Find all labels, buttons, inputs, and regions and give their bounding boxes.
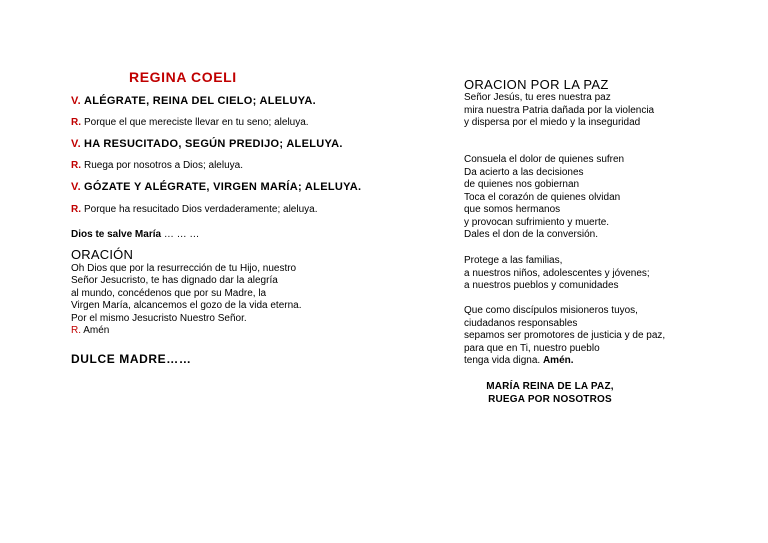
response-2 [71,160,243,171]
dios-te-salve-line [71,229,199,240]
regina-coeli-title: REGINA COELI [129,69,237,85]
versicle-text: GÓZATE Y ALÉGRATE, VIRGEN MARÍA; ALELUYA. [83,181,362,193]
paragraph-1 [464,92,654,130]
paragraph-line: mira nuestra Patria dañada por la violencia [464,104,655,116]
paragraph-3 [464,255,650,293]
paragraph-line: Señor Jesús, tu eres nuestra paz [464,92,611,103]
paragraph-line: Da acierto a las decisiones [464,166,584,178]
closing-line-1: MARÍA REINA DE LA PAZ, [486,381,614,392]
response-mark: R. [71,160,81,171]
versicle-mark: V. [71,95,81,107]
paragraph-line: que somos hermanos [464,204,561,215]
paragraph-line: Consuela el dolor de quienes sufren [464,154,625,165]
response-text: Ruega por nosotros a Dios; aleluya. [84,160,243,171]
dulce-madre-heading: DULCE MADRE…… [71,352,192,366]
paragraph-line: Que como discípulos misioneros tuyos, [464,305,638,316]
oracion-line: al mundo, concédenos que por su Madre, la [71,287,267,299]
response-mark: R. [71,204,81,215]
paragraph-line: Dales el don de la conversión. [464,229,598,240]
paragraph-line [464,355,665,368]
oracion-heading: ORACIÓN [71,247,134,262]
oracion-por-la-paz-title: ORACION POR LA PAZ [464,77,609,92]
versicle-2 [71,138,343,150]
versicle-mark: V. [71,138,81,150]
paragraph-2 [464,154,624,242]
closing-line-2: RUEGA POR NOSOTROS [488,394,612,405]
paragraph-line: y provocan sufrimiento y muerte. [464,216,610,228]
paragraph-line: y dispersa por el miedo y la inseguridad [464,117,641,128]
paragraph-line: a nuestros pueblos y comunidades [464,280,619,291]
response-mark: R. [71,117,81,128]
oracion-line: Oh Dios que por la resurrección de tu Hijo, nuestro [71,263,297,274]
oracion-line: Por el mismo Jesucristo Nuestro Señor. [71,312,247,324]
paragraph-line: de quienes nos gobiernan [464,179,580,190]
last-line-text: tenga vida digna. [464,355,543,366]
amen-bold: Amén. [542,355,574,366]
response-text: Porque ha resucitado Dios verdaderamente; aleluya. [84,204,318,215]
paragraph-4 [464,305,665,368]
versicle-1 [71,95,316,107]
oracion-line: Señor Jesucristo, te has dignado dar la alegría [71,275,278,287]
versicle-text: HA RESUCITADO, SEGÚN PREDIJO; ALELUYA. [83,138,343,150]
paragraph-line: Toca el corazón de quienes olvidan [464,191,621,203]
oracion-body [71,263,302,337]
paragraph-line: Protege a las familias, [464,255,563,266]
response-1 [71,117,309,128]
paragraph-line: a nuestros niños, adolescentes y jóvenes; [464,267,650,279]
versicle-3 [71,181,361,193]
amen-line [71,325,302,337]
versicle-text: ALÉGRATE, REINA DEL CIELO; ALELUYA. [83,95,316,107]
response-text: Porque el que mereciste llevar en tu seno; aleluya. [84,117,309,128]
response-3 [71,204,317,215]
paragraph-line: ciudadanos responsables [464,317,578,329]
oracion-line: Virgen María, alcancemos el gozo de la vida eterna. [71,300,302,312]
response-mark: R. [71,325,81,337]
closing-invocation [462,380,638,406]
paragraph-line: para que en Ti, nuestro pueblo [464,342,600,354]
paragraph-line: sepamos ser promotores de justicia y de paz, [464,330,666,341]
amen-text: Amén [83,325,110,337]
versicle-mark: V. [71,181,81,193]
ellipsis: … … … [161,229,200,240]
dios-te-salve-text: Dios te salve María [71,229,162,240]
